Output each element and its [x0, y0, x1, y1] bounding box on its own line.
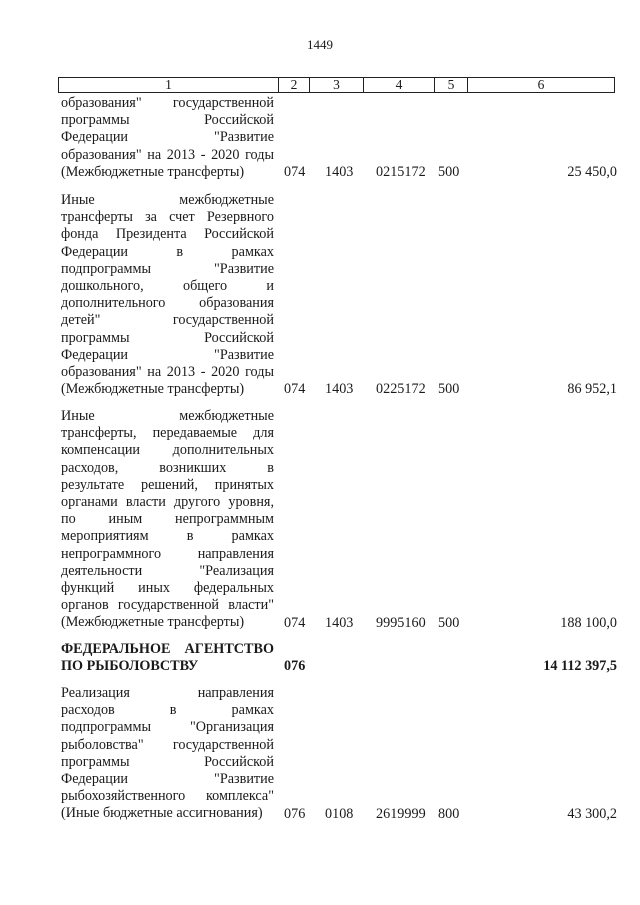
description-line: подпрограммы "Развитие	[61, 260, 274, 277]
description-line: функций иных федеральных	[61, 580, 274, 597]
description-line: Иные межбюджетные	[61, 192, 274, 208]
ministry-code: 074	[284, 381, 306, 398]
amount: 188 100,0	[560, 614, 617, 631]
description-line: подпрограммы "Организация	[61, 719, 274, 736]
ministry-code: 076	[284, 658, 306, 675]
description-line: рыбохозяйственного комплекса"	[61, 788, 274, 805]
target-article-code: 0215172	[376, 164, 426, 181]
expense-type-code: 500	[438, 614, 460, 631]
column-header-4: 4	[363, 78, 434, 92]
row-codes	[61, 164, 617, 181]
description-line: Федерации "Развитие	[61, 346, 274, 363]
column-header-1: 1	[165, 77, 172, 92]
column-header-5: 5	[434, 78, 467, 92]
description-line: мероприятиям в рамках	[61, 528, 274, 545]
row-codes	[61, 806, 617, 823]
row-codes	[61, 658, 617, 675]
description-line: образования" на 2013 - 2020 годы	[61, 364, 274, 381]
ministry-code: 074	[284, 164, 306, 181]
target-article-code: 2619999	[376, 805, 426, 822]
agency-heading-row	[61, 641, 617, 675]
description-line: расходов в рамках	[61, 702, 274, 719]
description-line: по иным непрограммным	[61, 511, 274, 528]
description-line: образования" на 2013 - 2020 годы	[61, 146, 274, 163]
description-line: программы Российской	[61, 329, 274, 346]
description-line: детей" государственной	[61, 312, 274, 329]
column-header-6: 6	[467, 78, 614, 92]
description-line: (Межбюджетные трансферты)	[61, 614, 245, 631]
description-line: Федерации "Развитие	[61, 129, 274, 146]
row-description	[61, 685, 274, 823]
description-line: Федерации в рамках	[61, 243, 274, 260]
section-code: 0108	[325, 805, 354, 822]
expense-type-code: 500	[438, 381, 460, 398]
description-line: Реализация направления	[61, 685, 274, 701]
amount: 86 952,1	[567, 381, 617, 398]
table-header-row	[58, 77, 615, 93]
expense-type-code: 500	[438, 164, 460, 181]
ministry-code: 076	[284, 805, 306, 822]
description-line: органами власти другого уровня,	[61, 494, 274, 511]
description-line: программы Российской	[61, 753, 274, 770]
column-header-3: 3	[309, 78, 363, 92]
description-line: компенсации дополнительных	[61, 442, 274, 459]
description-line: программы Российской	[61, 112, 274, 129]
row-codes	[61, 381, 617, 398]
amount: 43 300,2	[567, 805, 617, 822]
description-line: ПО РЫБОЛОВСТВУ	[61, 658, 199, 675]
description-line: образования" государственной	[61, 95, 274, 111]
table-row	[61, 95, 617, 181]
description-line: расходов, возникших в	[61, 459, 274, 476]
amount: 25 450,0	[567, 164, 617, 181]
description-line: рыболовства" государственной	[61, 736, 274, 753]
description-line: трансферты, передаваемые для	[61, 425, 274, 442]
section-code: 1403	[325, 381, 354, 398]
description-line: (Иные бюджетные ассигнования)	[61, 805, 263, 822]
expense-type-code: 800	[438, 805, 460, 822]
description-line: Иные межбюджетные	[61, 408, 274, 424]
target-article-code: 0225172	[376, 381, 426, 398]
column-header-2: 2	[278, 78, 309, 92]
description-line: результате решений, принятых	[61, 476, 274, 493]
description-line: деятельности "Реализация	[61, 562, 274, 579]
description-line: непрограммного направления	[61, 545, 274, 562]
description-line: фонда Президента Российской	[61, 226, 274, 243]
ministry-code: 074	[284, 614, 306, 631]
row-codes	[61, 615, 617, 632]
table-row	[61, 192, 617, 398]
table-row	[61, 685, 617, 823]
row-description	[61, 408, 274, 632]
table-row	[61, 408, 617, 632]
row-description	[61, 192, 274, 398]
description-line: ФЕДЕРАЛЬНОЕ АГЕНТСТВО	[61, 641, 274, 657]
page-number: 1449	[307, 37, 333, 52]
amount: 14 112 397,5	[543, 658, 617, 675]
description-line: дополнительного образования	[61, 295, 274, 312]
description-line: дошкольного, общего и	[61, 278, 274, 295]
description-line: (Межбюджетные трансферты)	[61, 163, 245, 180]
target-article-code: 9995160	[376, 614, 426, 631]
description-line: органов государственной власти"	[61, 597, 274, 614]
description-line: (Межбюджетные трансферты)	[61, 381, 245, 398]
section-code: 1403	[325, 614, 354, 631]
section-code: 1403	[325, 164, 354, 181]
description-line: трансферты за счет Резервного	[61, 209, 274, 226]
description-line: Федерации "Развитие	[61, 771, 274, 788]
